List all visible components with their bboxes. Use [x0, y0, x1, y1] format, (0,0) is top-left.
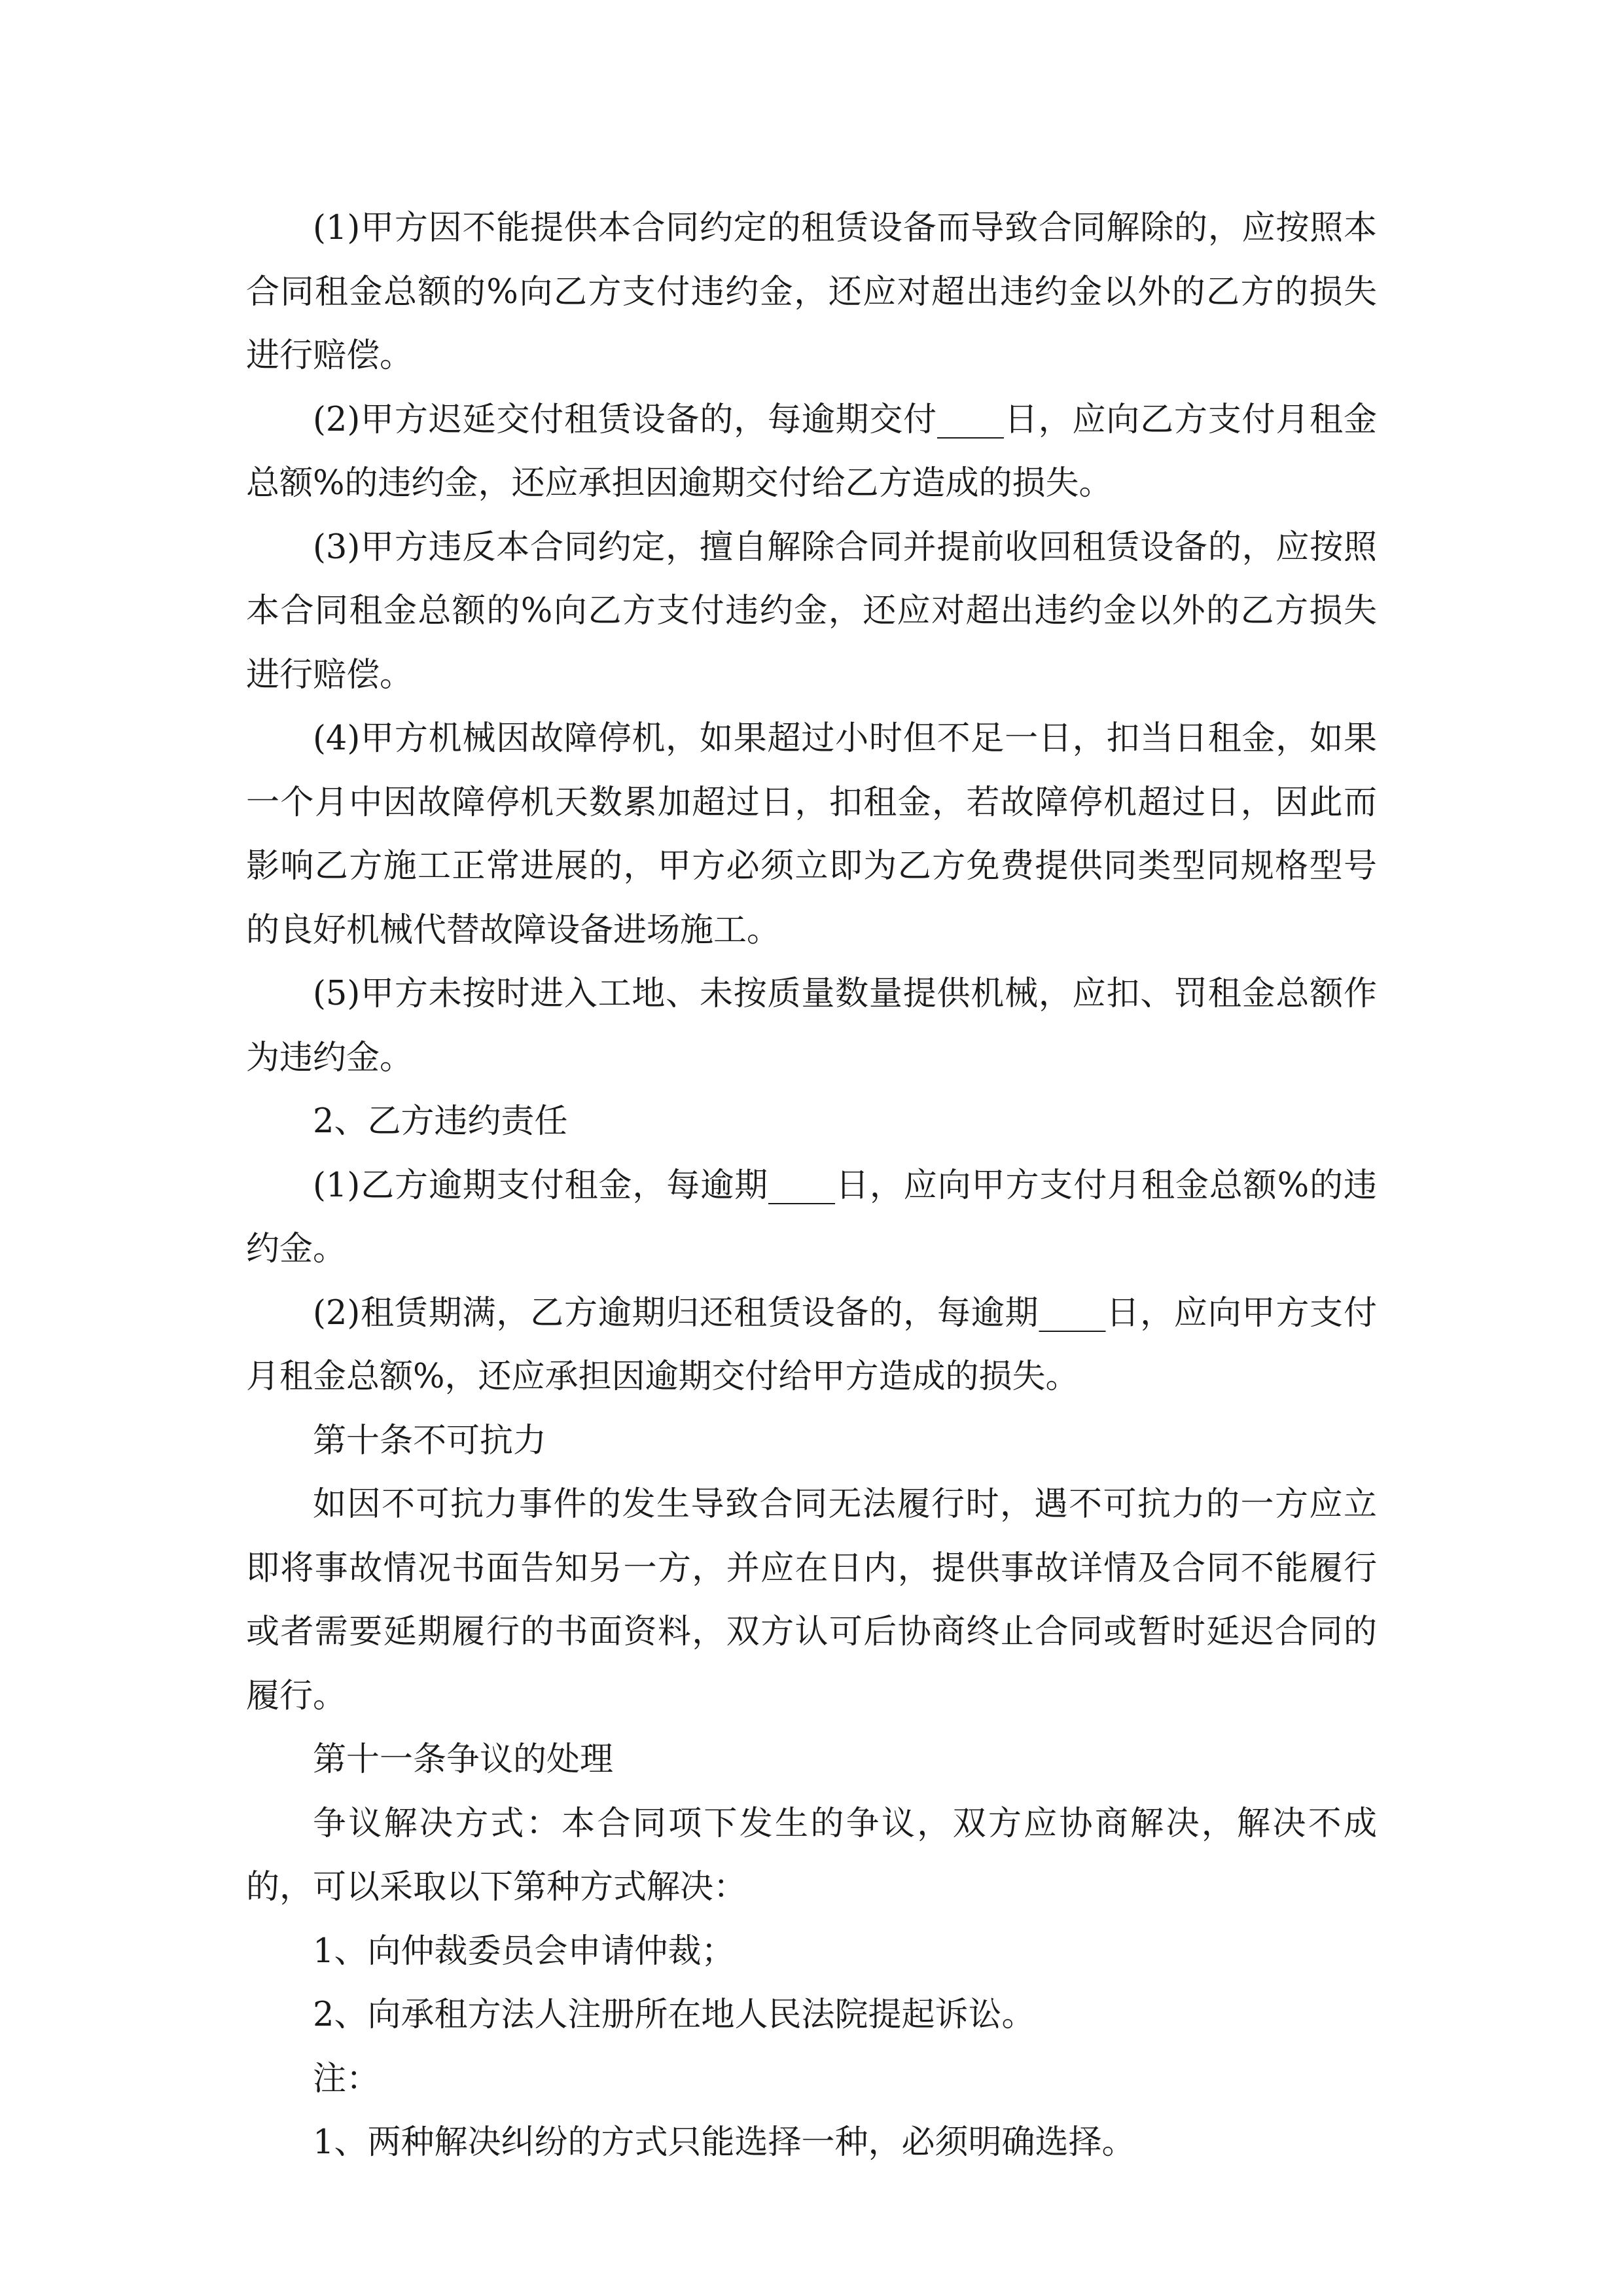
list-item: 1、两种解决纠纷的方式只能选择一种，必须明确选择。: [313, 2123, 1135, 2162]
clause-paragraph: (2)甲方迟延交付租赁设备的，每逾期交付____日，应向乙方支付月租金总额%的违约金，还应承担因逾期交付给乙方造成的损失。: [246, 400, 1377, 503]
article-heading: 第十一条争议的处理: [313, 1740, 614, 1779]
clause-paragraph: (1)甲方因不能提供本合同约定的租赁设备而导致合同解除的，应按照本合同租金总额的%向乙方支付违约金，还应对超出违约金以外的乙方的损失进行赔偿。: [246, 209, 1377, 375]
article-heading: 第十条不可抗力: [313, 1421, 547, 1460]
document-body: [246, 196, 1377, 2175]
clause-paragraph: (2)租赁期满，乙方逾期归还租赁设备的，每逾期____日，应向甲方支付月租金总额%，还应承担因逾期交付给甲方造成的损失。: [246, 1293, 1377, 1396]
list-item: 2、向承租方法人注册所在地人民法院提起诉讼。: [313, 1996, 1035, 2034]
note-label: 注：: [313, 2059, 380, 2098]
clause-paragraph: (4)甲方机械因故障停机，如果超过小时但不足一日，扣当日租金，如果一个月中因故障停机天数累加超过日，扣租金，若故障停机超过日，因此而影响乙方施工正常进展的，甲方必须立即为乙方免费提供同类型同规格型号的良好机械代替故障设备进场施工。: [246, 719, 1377, 950]
clause-paragraph: (3)甲方违反本合同约定，擅自解除合同并提前收回租赁设备的，应按照本合同租金总额的%向乙方支付违约金，还应对超出违约金以外的乙方损失进行赔偿。: [246, 528, 1377, 694]
clause-paragraph: (5)甲方未按时进入工地、未按质量数量提供机械，应扣、罚租金总额作为违约金。: [246, 975, 1377, 1077]
clause-paragraph: (1)乙方逾期支付租金，每逾期____日，应向甲方支付月租金总额%的违约金。: [246, 1166, 1377, 1268]
section-heading: 2、乙方违约责任: [313, 1102, 568, 1141]
clause-paragraph: 如因不可抗力事件的发生导致合同无法履行时，遇不可抗力的一方应立即将事故情况书面告知另一方，并应在日内，提供事故详情及合同不能履行或者需要延期履行的书面资料，双方认可后协商终止合同或暂时延迟合同的履行。: [246, 1485, 1377, 1715]
clause-paragraph: 争议解决方式：本合同项下发生的争议，双方应协商解决，解决不成的，可以采取以下第种方式解决：: [246, 1804, 1377, 1907]
list-item: 1、向仲裁委员会申请仲裁；: [313, 1931, 735, 1971]
